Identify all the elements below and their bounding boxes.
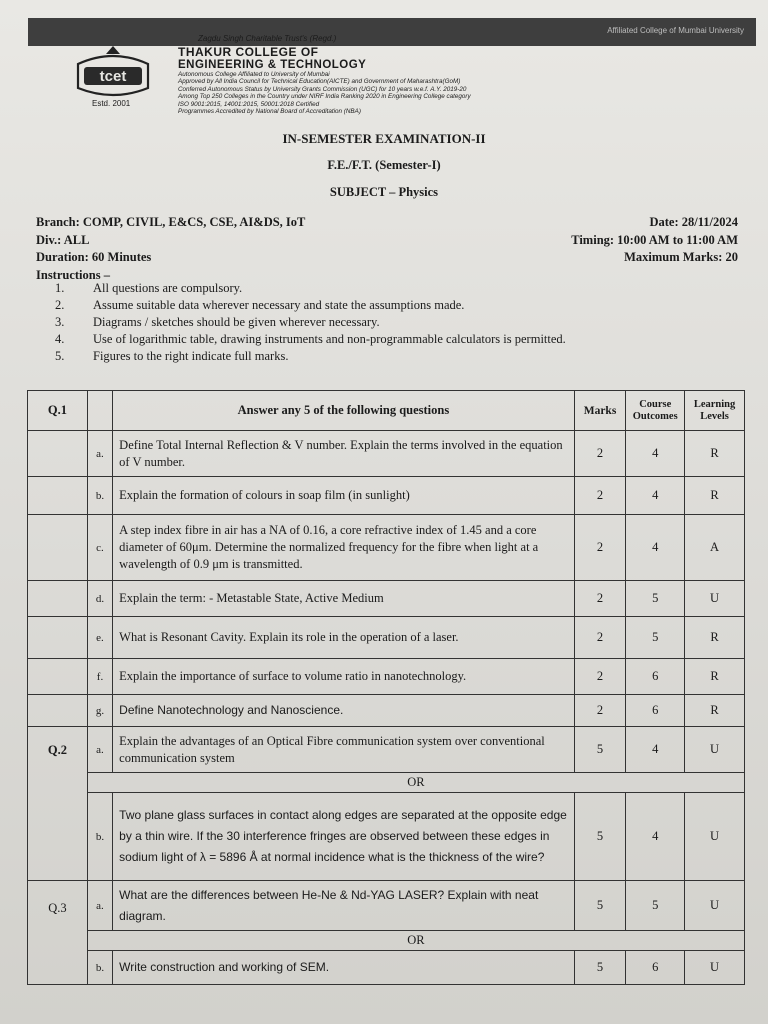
logo-text: tcet	[99, 68, 127, 85]
section-instruction: Answer any 5 of the following questions	[113, 391, 574, 431]
affiliation-line: Approved by All India Council for Technical Education(AICTE) and Government of Maharashtra(GoM)	[178, 78, 461, 86]
sub-label: b.	[87, 477, 112, 515]
marks-value: 2	[574, 617, 626, 659]
co-value: 4	[626, 727, 685, 773]
table-row	[28, 431, 745, 477]
learning-levels-header: Learning Levels	[685, 391, 745, 431]
instruction-item	[55, 331, 566, 348]
timing-label: Timing: 10:00 AM to 11:00 AM	[571, 232, 738, 247]
sub-label: b.	[87, 951, 112, 985]
table-row	[28, 881, 745, 931]
question-cell	[28, 659, 88, 695]
question-cell	[28, 477, 88, 515]
sub-label: e.	[87, 617, 112, 659]
affiliation-line: ISO 9001:2015, 14001:2015, 50001:2018 Certified	[178, 100, 320, 108]
co-value: 4	[626, 477, 685, 515]
course-outcomes-header: Course Outcomes	[626, 391, 685, 431]
instruction-number: 3.	[55, 315, 65, 329]
instruction-number: 1.	[55, 281, 65, 295]
college-logo	[70, 44, 156, 102]
sub-label: f.	[87, 659, 112, 695]
question-text: Explain the term: - Metastable State, Active Medium	[113, 581, 574, 617]
instruction-text: Figures to the right indicate full marks.	[93, 349, 289, 363]
branch-label: Branch: COMP, CIVIL, E&CS, CSE, AI&DS, IoT	[36, 215, 306, 229]
exam-meta-left	[36, 214, 305, 284]
subject-label: SUBJECT – Physics	[329, 185, 439, 199]
instruction-number: 4.	[55, 332, 65, 346]
ll-value: U	[685, 881, 745, 931]
table-row	[28, 581, 745, 617]
question-text: Define Nanotechnology and Nanoscience.	[113, 695, 574, 727]
table-row	[28, 727, 745, 773]
co-value: 6	[626, 951, 685, 985]
sub-label: c.	[87, 515, 112, 581]
sub-label: a.	[87, 727, 112, 773]
ll-value: R	[685, 477, 745, 515]
exam-title: IN-SEMESTER EXAMINATION-II	[282, 131, 486, 146]
question-text: Explain the importance of surface to volume ratio in nanotechnology.	[113, 659, 574, 695]
sub-label: b.	[87, 793, 112, 881]
marks-value: 2	[574, 659, 626, 695]
co-value: 5	[626, 617, 685, 659]
ll-value: R	[685, 617, 745, 659]
or-row	[28, 931, 745, 951]
table-row	[28, 951, 745, 985]
max-marks-label: Maximum Marks: 20	[624, 250, 738, 264]
marks-value: 2	[574, 477, 626, 515]
exam-meta-right	[500, 214, 738, 267]
co-value: 5	[626, 581, 685, 617]
question-table	[27, 390, 745, 985]
table-row	[28, 515, 745, 581]
table-row	[28, 617, 745, 659]
question-text: Define Total Internal Reflection & V number. Explain the terms involved in the equation of V number.	[113, 431, 574, 477]
marks-value: 2	[574, 581, 626, 617]
question-text: What is Resonant Cavity. Explain its role in the operation of a laser.	[113, 617, 574, 659]
sub-label: d.	[87, 581, 112, 617]
affiliation-line: Conferred Autonomous Status by University Grants Commission (UGC) for 10 years w.e.f. A.Y. 2019-20	[178, 85, 467, 93]
marks-header: Marks	[574, 391, 626, 431]
ll-value: U	[685, 951, 745, 985]
marks-value: 5	[574, 951, 626, 985]
semester-label: F.E./F.T. (Semester-I)	[327, 158, 441, 172]
question-text: Explain the formation of colours in soap film (in sunlight)	[113, 477, 574, 515]
sub-label: a.	[87, 431, 112, 477]
ll-value: R	[685, 659, 745, 695]
marks-value: 5	[574, 727, 626, 773]
instruction-number: 5.	[55, 349, 65, 363]
question-cell	[28, 617, 88, 659]
table-row	[28, 659, 745, 695]
sub-label: g.	[87, 695, 112, 727]
question-cell	[28, 515, 88, 581]
instruction-item	[55, 297, 566, 314]
question-text: Write construction and working of SEM.	[113, 951, 574, 985]
instruction-text: Assume suitable data wherever necessary and state the assumptions made.	[93, 298, 465, 312]
instruction-text: Diagrams / sketches should be given wherever necessary.	[93, 315, 380, 329]
instruction-text: Use of logarithmic table, drawing instruments and non-programmable calculators is permitted.	[93, 332, 566, 346]
question-cell	[28, 581, 88, 617]
sub-label-cell	[87, 391, 112, 431]
table-header-row	[28, 391, 745, 431]
instruction-item	[55, 348, 566, 365]
instruction-text: All questions are compulsory.	[93, 281, 243, 295]
div-label: Div.: ALL	[36, 232, 90, 247]
marks-value: 2	[574, 431, 626, 477]
co-value: 6	[626, 695, 685, 727]
question-number: Q.2	[28, 727, 88, 881]
ll-value: R	[685, 431, 745, 477]
estd-label: Estd. 2001	[92, 99, 131, 108]
co-value: 4	[626, 431, 685, 477]
ll-value: U	[685, 727, 745, 773]
instructions-list	[55, 280, 566, 365]
instructions-heading: Instructions –	[36, 267, 110, 282]
topbar-tag: Affiliated College of Mumbai University	[607, 26, 744, 35]
question-text: What are the differences between He-Ne & Nd-YAG LASER? Explain with neat diagram.	[113, 881, 574, 931]
question-cell	[28, 431, 88, 477]
co-value: 4	[626, 793, 685, 881]
trust-name: Zagdu Singh Charitable Trust's (Regd.)	[198, 34, 337, 43]
ll-value: U	[685, 793, 745, 881]
co-value: 5	[626, 881, 685, 931]
instruction-number: 2.	[55, 298, 65, 312]
question-text: Two plane glass surfaces in contact along edges are separated at the opposite edge by a thin wire. If the 30 interference fringes are observed between these edges in sodium light of λ = 5896 Å at normal incidence what is the thickness of the wire?	[113, 793, 574, 881]
question-text: Explain the advantages of an Optical Fibre communication system over conventional communication system	[113, 727, 574, 773]
co-value: 6	[626, 659, 685, 695]
marks-value: 5	[574, 881, 626, 931]
or-row	[28, 773, 745, 793]
duration-label: Duration: 60 Minutes	[36, 250, 152, 264]
or-separator: OR	[87, 931, 744, 951]
question-text: A step index fibre in air has a NA of 0.16, a core refractive index of 1.45 and a core diameter of 60μm. Determine the normalized frequency for the fibre when light at a wavelength of 0.9 μm is transmitted.	[113, 515, 574, 581]
marks-value: 2	[574, 515, 626, 581]
sub-label: a.	[87, 881, 112, 931]
ll-value: U	[685, 581, 745, 617]
question-cell	[28, 695, 88, 727]
instruction-item	[55, 280, 566, 297]
marks-value: 2	[574, 695, 626, 727]
marks-value: 5	[574, 793, 626, 881]
question-number: Q.1	[28, 391, 88, 431]
date-label: Date: 28/11/2024	[649, 215, 738, 229]
instruction-item	[55, 314, 566, 331]
ll-value: A	[685, 515, 745, 581]
college-header	[178, 34, 471, 115]
co-value: 4	[626, 515, 685, 581]
college-name-line2: ENGINEERING & TECHNOLOGY	[178, 59, 367, 71]
table-row	[28, 793, 745, 881]
ll-value: R	[685, 695, 745, 727]
question-number: Q.3	[28, 881, 88, 985]
or-separator: OR	[87, 773, 744, 793]
affiliation-line: Autonomous College Affiliated to University of Mumbai	[178, 71, 330, 78]
table-row	[28, 477, 745, 515]
college-name-line1: THAKUR COLLEGE OF	[178, 45, 319, 59]
affiliation-line: Programmes Accredited by National Board of Accreditation (NBA)	[178, 108, 361, 116]
table-row	[28, 695, 745, 727]
affiliation-line: Among Top 250 Colleges in the Country under NIRF India Ranking 2020 in Engineering College category	[178, 93, 471, 101]
